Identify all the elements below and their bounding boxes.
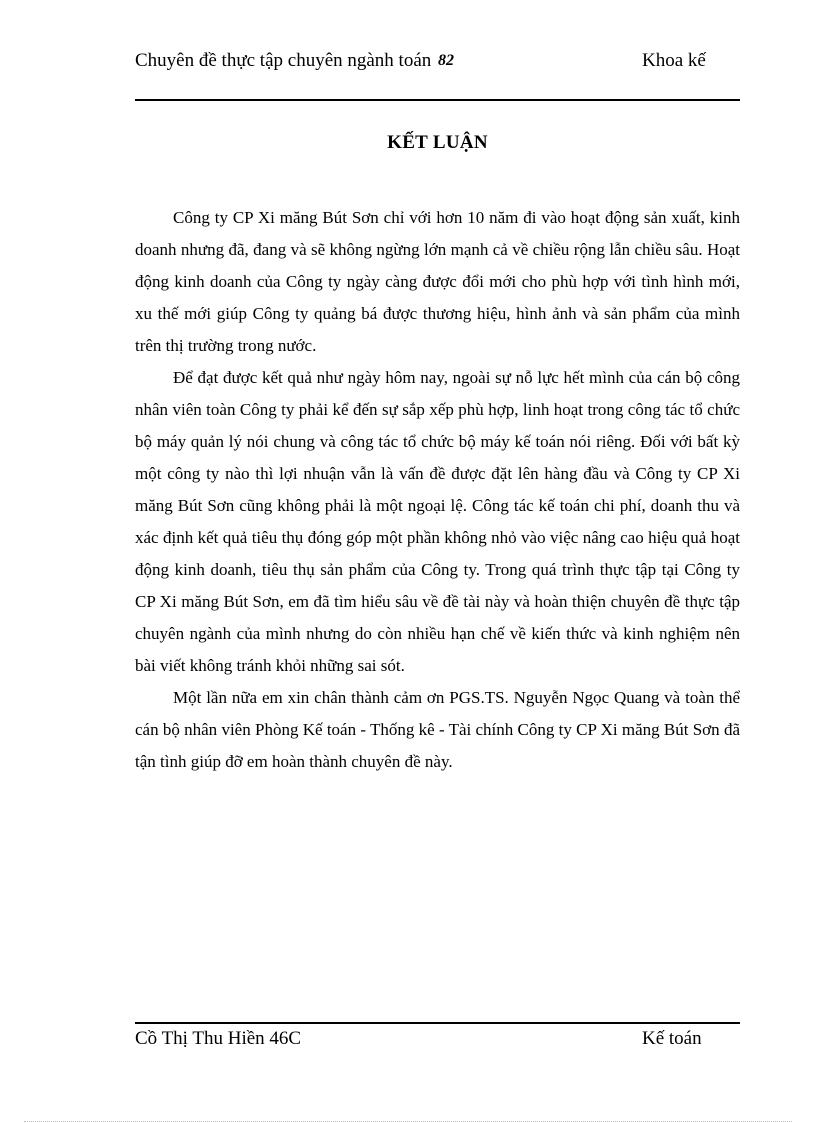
paragraph-2: Để đạt được kết quả như ngày hôm nay, ngoài sự nỗ lực hết mình của cán bộ công nhân viên toàn Công ty phải kể đến sự sắp xếp phù hợp, linh hoạt trong công tác tổ chức bộ máy quản lý nói chung và công tác tổ chức bộ máy kế toán nói riêng. Đối với bất kỳ một công ty nào thì lợi nhuận vẫn là vấn đề được đặt lên hàng đầu và Công ty CP Xi măng Bút Sơn cũng không phải là một ngoại lệ. Công tác kế toán chi phí, doanh thu và xác định kết quả tiêu thụ đóng góp một phần không nhỏ vào việc nâng cao hiệu quả hoạt động kinh doanh, tiêu thụ sản phẩm của Công ty. Trong quá trình thực tập tại Công ty CP Xi măng Bút Sơn, em đã tìm hiểu sâu về đề tài này và hoàn thiện chuyên đề thực tập chuyên ngành của mình nhưng do còn nhiều hạn chế về kiến thức và kinh nghiệm nên bài viết không tránh khỏi những sai sót. bbox=[135, 368, 740, 675]
section-title: KẾT LUẬN bbox=[387, 132, 488, 153]
footer-author: Cồ Thị Thu Hiền 46C bbox=[135, 1028, 302, 1049]
page-footer bbox=[135, 1026, 740, 1078]
header-course-title: Chuyên đề thực tập chuyên ngành toán bbox=[135, 50, 432, 71]
page-header bbox=[135, 48, 740, 100]
page-number: 82 bbox=[438, 52, 454, 69]
paragraph-3: Một lần nữa em xin chân thành cảm ơn PGS.TS. Nguyễn Ngọc Quang và toàn thể cán bộ nhân viên Phòng Kế toán - Thống kê - Tài chính Công ty CP Xi măng Bút Sơn đã tận tình giúp đỡ em hoàn thành chuyên đề này. bbox=[135, 688, 740, 771]
footer-major: Kế toán bbox=[642, 1028, 702, 1049]
page-bottom-border bbox=[24, 1121, 792, 1122]
conclusion-body bbox=[135, 202, 740, 778]
header-divider bbox=[135, 99, 740, 101]
paragraph-1: Công ty CP Xi măng Bút Sơn chỉ với hơn 10 năm đi vào hoạt động sản xuất, kinh doanh nhưng đã, đang và sẽ không ngừng lớn mạnh cả về chiều rộng lẫn chiều sâu. Hoạt động kinh doanh của Công ty ngày càng được đổi mới cho phù hợp với tình hình mới, xu thế mới giúp Công ty quảng bá được thương hiệu, hình ảnh và sản phẩm của mình trên thị trường trong nước. bbox=[135, 208, 740, 355]
header-faculty: Khoa kế bbox=[642, 50, 706, 71]
footer-divider bbox=[135, 1022, 740, 1024]
